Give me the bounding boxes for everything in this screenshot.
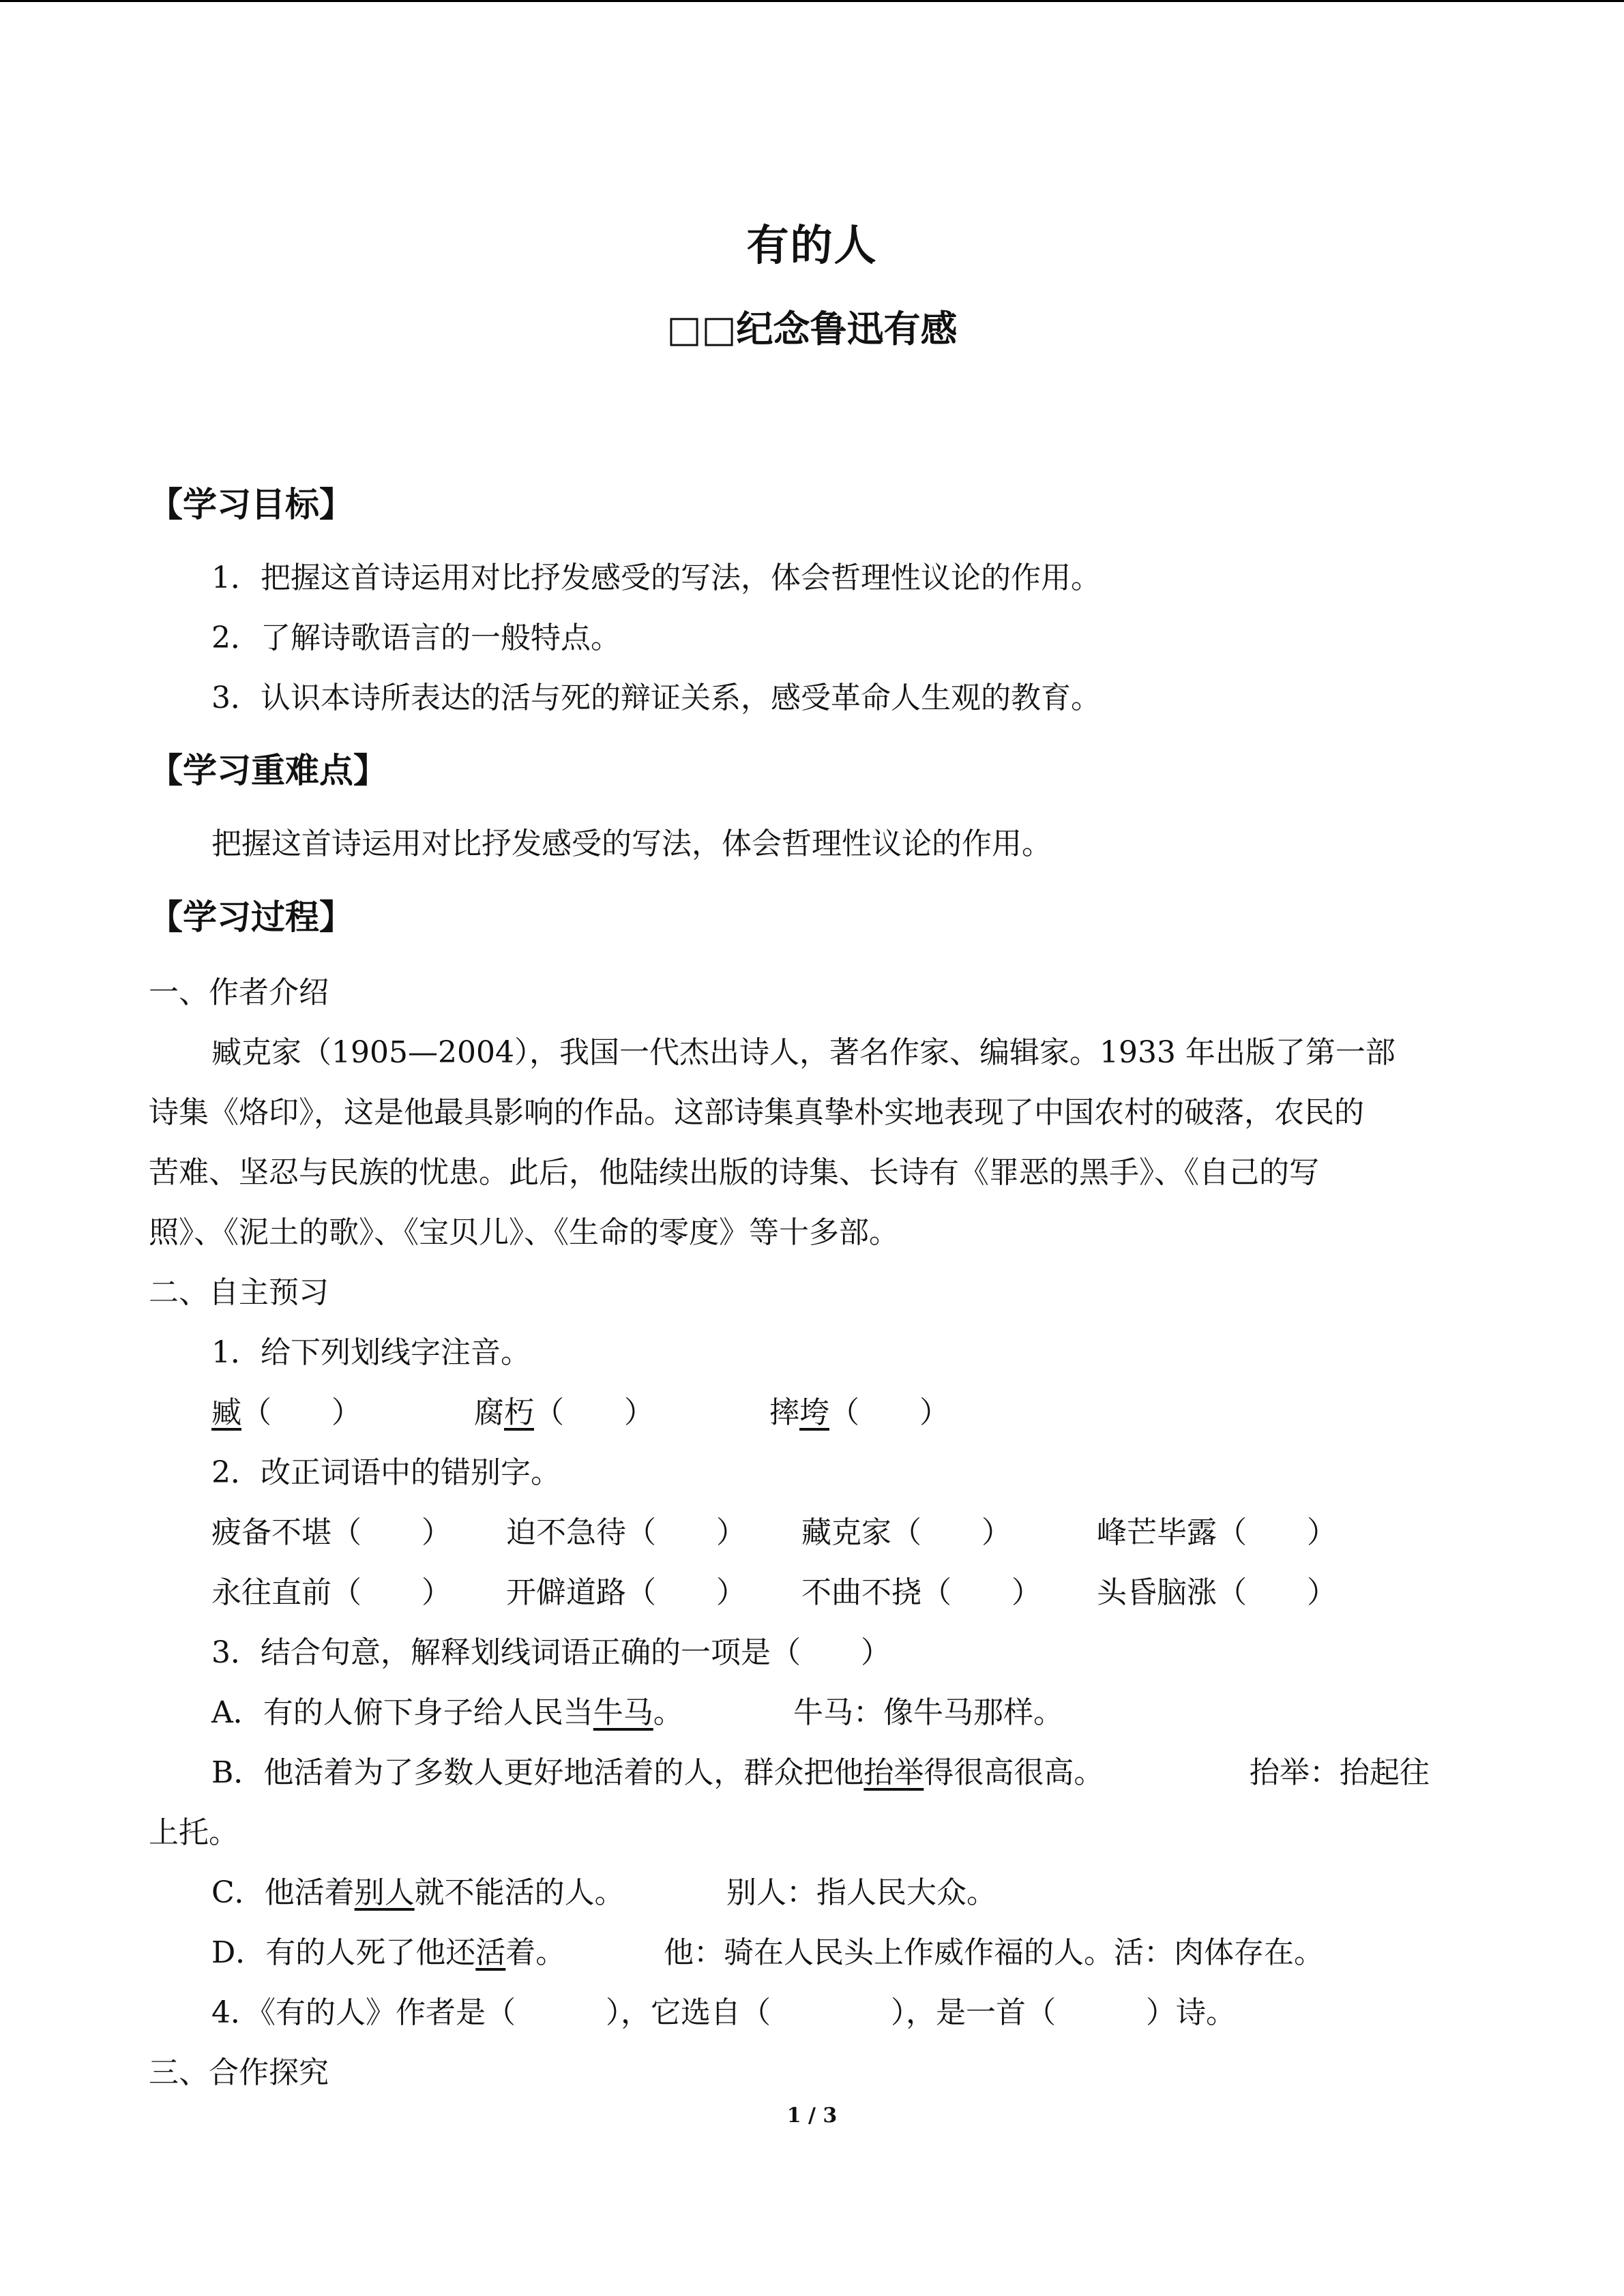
option-d: D．有的人死了他还活着。	[211, 1935, 566, 1970]
option-b-note-cont: 上托。	[149, 1815, 239, 1850]
document-subtitle: □□纪念鲁迅有感	[666, 308, 958, 351]
page-number: 1 / 3	[786, 2104, 838, 2128]
underlined-word: 别人	[354, 1875, 415, 1910]
typo-word: 迫不急待（ ）	[506, 1515, 746, 1550]
goal-item: 3．认识本诗所表达的活与死的辩证关系，感受革命人生观的教育。	[211, 681, 1101, 715]
option-b-note: 抬举：抬起往	[1250, 1755, 1430, 1790]
underlined-word: 抬举	[863, 1755, 924, 1790]
q2-stem: 2．改正词语中的错别字。	[211, 1455, 561, 1490]
section-heading-key: 【学习重难点】	[149, 751, 387, 790]
typo-word: 藏克家（ ）	[801, 1515, 1012, 1550]
q1-stem: 1．给下列划线字注音。	[211, 1335, 531, 1370]
option-b: B．他活着为了多数人更好地活着的人，群众把他抬举得很高很高。	[211, 1755, 1104, 1790]
option-a: A．有的人俯下身子给人民当牛马。	[211, 1695, 683, 1730]
option-c-note: 别人：指人民大众。	[726, 1875, 996, 1910]
pinyin-item: 臧（ ）	[211, 1395, 361, 1430]
section-heading-goals: 【学习目标】	[149, 485, 353, 524]
underlined-word: 活	[475, 1935, 506, 1970]
typo-word: 疲备不堪（ ）	[211, 1515, 452, 1550]
document-title: 有的人	[746, 220, 878, 270]
underlined-word: 牛马	[593, 1695, 653, 1730]
top-border	[0, 0, 1624, 2]
author-intro-line: 苦难、坚忍与民族的忧患。此后，他陆续出版的诗集、长诗有《罪恶的黑手》、《自己的写	[149, 1155, 1319, 1190]
option-d-note: 他：骑在人民头上作威作福的人。活：肉体存在。	[664, 1935, 1324, 1970]
pinyin-item: 摔垮（ ）	[769, 1395, 949, 1430]
pinyin-item: 腐朽（ ）	[474, 1395, 654, 1430]
typo-word: 头昏脑涨（ ）	[1097, 1575, 1337, 1610]
q3-stem: 3．结合句意，解释划线词语正确的一项是（ ）	[211, 1635, 891, 1670]
underlined-char: 臧	[211, 1395, 241, 1430]
typo-word: 开僻道路（ ）	[506, 1575, 746, 1610]
underlined-char: 垮	[799, 1395, 829, 1430]
section-heading-process: 【学习过程】	[149, 897, 353, 937]
part3-heading: 三、合作探究	[149, 2055, 329, 2090]
author-intro-line: 臧克家（1905—2004），我国一代杰出诗人，著名作家、编辑家。1933 年出版了第一部	[211, 1035, 1396, 1070]
author-intro-line: 照》、《泥土的歌》、《宝贝儿》、《生命的零度》等十多部。	[149, 1215, 899, 1250]
author-intro-line: 诗集《烙印》，这是他最具影响的作品。这部诗集真挚朴实地表现了中国农村的破落，农民的	[149, 1095, 1364, 1130]
typo-word: 不曲不挠（ ）	[801, 1575, 1042, 1610]
part1-heading: 一、作者介绍	[149, 975, 329, 1010]
underlined-char: 朽	[504, 1395, 534, 1430]
typo-word: 永往直前（ ）	[211, 1575, 452, 1610]
option-a-note: 牛马：像牛马那样。	[793, 1695, 1063, 1730]
typo-word: 峰芒毕露（ ）	[1097, 1515, 1337, 1550]
q4-text: 4．《有的人》作者是（ ），它选自（ ），是一首（ ）诗。	[211, 1995, 1236, 2030]
goal-item: 1．把握这首诗运用对比抒发感受的写法，体会哲理性议论的作用。	[211, 561, 1101, 595]
option-c: C．他活着别人就不能活的人。	[211, 1875, 625, 1910]
part2-heading: 二、自主预习	[149, 1275, 329, 1310]
key-point-text: 把握这首诗运用对比抒发感受的写法，体会哲理性议论的作用。	[211, 826, 1052, 861]
goal-item: 2．了解诗歌语言的一般特点。	[211, 621, 621, 655]
